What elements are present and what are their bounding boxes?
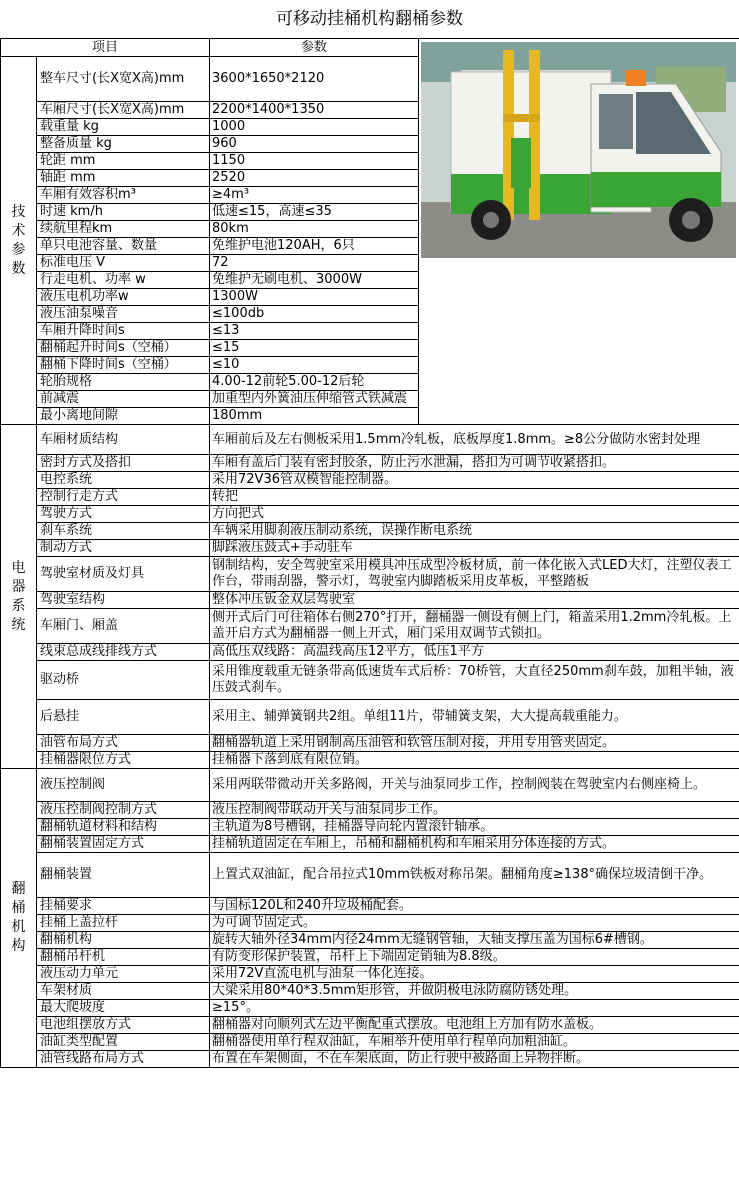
table-row xyxy=(1,506,739,523)
table-row xyxy=(1,540,739,557)
row-value: 加重型内外簧油压伸缩管式铁减震 xyxy=(210,391,419,408)
row-label: 控制行走方式 xyxy=(37,489,210,506)
row-label: 液压控制阀控制方式 xyxy=(37,802,210,819)
row-value: 采用72V直流电机与油泵一体化连接。 xyxy=(210,966,739,983)
table-row xyxy=(1,489,739,506)
row-label: 续航里程km xyxy=(37,221,210,238)
row-value: 脚踩液压鼓式+手动驻车 xyxy=(210,540,739,557)
table-header-row xyxy=(1,39,739,57)
row-label: 制动方式 xyxy=(37,540,210,557)
row-value: 转把 xyxy=(210,489,739,506)
row-value: 翻桶器轨道上采用钢制高压油管和软管压制对接，并用专用管夹固定。 xyxy=(210,735,739,752)
row-value: 方向把式 xyxy=(210,506,739,523)
row-value: 2520 xyxy=(210,170,419,187)
row-label: 液压动力单元 xyxy=(37,966,210,983)
row-label: 行走电机、功率 w xyxy=(37,272,210,289)
lift-rail-left xyxy=(503,50,514,220)
table-row xyxy=(1,644,739,661)
row-value: 1300W xyxy=(210,289,419,306)
row-label: 时速 km/h xyxy=(37,204,210,221)
row-label: 后悬挂 xyxy=(37,700,210,735)
row-value: 高低压双线路：高温线高压12平方，低压1平方 xyxy=(210,644,739,661)
row-label: 轴距 mm xyxy=(37,170,210,187)
table-row xyxy=(1,592,739,609)
row-label: 驱动桥 xyxy=(37,661,210,700)
row-value: 免维护电池120AH，6只 xyxy=(210,238,419,255)
row-value: 免维护无刷电机、3000W xyxy=(210,272,419,289)
row-label: 驾驶室结构 xyxy=(37,592,210,609)
table-row xyxy=(1,819,739,836)
table-row xyxy=(1,853,739,898)
row-value: 上置式双油缸，配合吊拉式10mm铁板对称吊架。翻桶角度≥138°确保垃圾清倒干净。 xyxy=(210,853,739,898)
row-label: 翻桶装置固定方式 xyxy=(37,836,210,853)
row-label: 最大爬坡度 xyxy=(37,1000,210,1017)
row-label: 标准电压 V xyxy=(37,255,210,272)
row-value: ≥15°。 xyxy=(210,1000,739,1017)
table-row xyxy=(1,523,739,540)
table-row xyxy=(1,915,739,932)
row-label: 轮距 mm xyxy=(37,153,210,170)
row-value: 采用主、辅弹簧钢共2组。单组11片，带辅簧支架，大大提高载重能力。 xyxy=(210,700,739,735)
row-label: 油管布局方式 xyxy=(37,735,210,752)
table-row xyxy=(1,1000,739,1017)
section-label-tech: 技 术 参 数 xyxy=(1,57,37,425)
row-label: 翻桶装置 xyxy=(37,853,210,898)
table-row xyxy=(1,769,739,802)
row-label: 车厢有效容积m³ xyxy=(37,187,210,204)
row-value: 主轨道为8号槽钢，挂桶器导向轮内置滚针轴承。 xyxy=(210,819,739,836)
table-row xyxy=(1,609,739,644)
row-label: 刹车系统 xyxy=(37,523,210,540)
spec-table xyxy=(0,38,739,1068)
row-value: 80km xyxy=(210,221,419,238)
row-value: 挂桶器下落到底有限位销。 xyxy=(210,752,739,769)
row-label: 油管线路布局方式 xyxy=(37,1051,210,1068)
row-label: 挂桶上盖拉杆 xyxy=(37,915,210,932)
table-row xyxy=(1,735,739,752)
table-row xyxy=(1,1017,739,1034)
row-value: 翻桶器对向顺列式左边平衡配重式摆放。电池组上方加有防水盖板。 xyxy=(210,1017,739,1034)
page-title: 可移动挂桶机构翻桶参数 xyxy=(276,9,463,29)
row-label: 挂桶要求 xyxy=(37,898,210,915)
table-row xyxy=(1,700,739,735)
row-value: 1000 xyxy=(210,119,419,136)
row-label: 整车尺寸(长X宽X高)mm xyxy=(37,57,210,102)
row-value: 180mm xyxy=(210,408,419,425)
row-value: 960 xyxy=(210,136,419,153)
row-value: 车厢前后及左右侧板采用1.5mm冷轧板，底板厚度1.8mm。≥8公分做防水密封处理 xyxy=(210,425,739,455)
row-value: 大梁采用80*40*3.5mm矩形管，并做阴极电泳防腐防锈处理。 xyxy=(210,983,739,1000)
row-label: 载重量 kg xyxy=(37,119,210,136)
table-row xyxy=(1,752,739,769)
row-label: 整备质量 kg xyxy=(37,136,210,153)
row-value: 2200*1400*1350 xyxy=(210,102,419,119)
row-label: 单只电池容量、数量 xyxy=(37,238,210,255)
row-value: 3600*1650*2120 xyxy=(210,57,419,102)
row-label: 线束总成线排线方式 xyxy=(37,644,210,661)
row-value: 挂桶轨道固定在车厢上，吊桶和翻桶机构和车厢采用分体连接的方式。 xyxy=(210,836,739,853)
row-label: 驾驶方式 xyxy=(37,506,210,523)
row-value: 侧开式后门可往箱体右侧270°打开，翻桶器一侧设有侧上门，箱盖采用1.2mm冷轧板。上盖开启方式为翻桶器一侧上开式，厢门采用双调节式锁扣。 xyxy=(210,609,739,644)
table-row xyxy=(1,1034,739,1051)
row-label: 翻桶吊杆机 xyxy=(37,949,210,966)
table-row xyxy=(1,557,739,592)
row-label: 车架材质 xyxy=(37,983,210,1000)
row-value: 为可调节固定式。 xyxy=(210,915,739,932)
row-label: 密封方式及搭扣 xyxy=(37,455,210,472)
header-item: 项目 xyxy=(1,39,210,57)
row-value: 液压控制阀带联动开关与油泵同步工作。 xyxy=(210,802,739,819)
row-label: 翻桶起升时间s（空桶） xyxy=(37,340,210,357)
row-value: 采用两联带微动开关多路阀，开关与油泵同步工作，控制阀装在驾驶室内右侧座椅上。 xyxy=(210,769,739,802)
row-value: ≤13 xyxy=(210,323,419,340)
table-row xyxy=(1,836,739,853)
row-label: 翻桶下降时间s（空桶） xyxy=(37,357,210,374)
section-label-elec: 电 器 系 统 xyxy=(1,425,37,769)
vehicle-photo-cell xyxy=(419,39,739,425)
row-value: 采用72V36管双模智能控制器。 xyxy=(210,472,739,489)
garbage-truck-photo xyxy=(421,42,736,258)
row-label: 车厢升降时间s xyxy=(37,323,210,340)
table-row xyxy=(1,932,739,949)
row-label: 液压控制阀 xyxy=(37,769,210,802)
row-label: 驾驶室材质及灯具 xyxy=(37,557,210,592)
row-value: ≤100db xyxy=(210,306,419,323)
row-label: 液压油泵噪音 xyxy=(37,306,210,323)
row-label: 液压电机功率w xyxy=(37,289,210,306)
table-row xyxy=(1,425,739,455)
row-label: 前减震 xyxy=(37,391,210,408)
row-label: 电控系统 xyxy=(37,472,210,489)
row-value: 与国标120L和240升垃圾桶配套。 xyxy=(210,898,739,915)
row-label: 挂桶器限位方式 xyxy=(37,752,210,769)
table-row xyxy=(1,802,739,819)
header-param: 参数 xyxy=(210,39,419,57)
row-label: 翻桶机构 xyxy=(37,932,210,949)
row-value: 翻桶器使用单行程双油缸，车厢举升使用单行程单向加粗油缸。 xyxy=(210,1034,739,1051)
row-label: 车厢尺寸(长X宽X高)mm xyxy=(37,102,210,119)
row-value: 钢制结构，安全驾驶室采用模具冲压成型冷板材质，前一体化嵌入式LED大灯，注塑仪表工作台，带雨刮器，警示灯，驾驶室内脚踏板采用皮革板，平整踏板 xyxy=(210,557,739,592)
table-row xyxy=(1,661,739,700)
row-value: ≤15 xyxy=(210,340,419,357)
table-row xyxy=(1,949,739,966)
section-label-flip: 翻 桶 机 构 xyxy=(1,769,37,1068)
row-value: 旋转大轴外径34mm内径24mm无缝钢管轴，大轴支撑压盖为国标6#槽钢。 xyxy=(210,932,739,949)
row-value: 车辆采用脚刹液压制动系统，误操作断电系统 xyxy=(210,523,739,540)
row-label: 最小离地间隙 xyxy=(37,408,210,425)
table-row xyxy=(1,1051,739,1068)
table-row xyxy=(1,898,739,915)
table-row xyxy=(1,455,739,472)
row-label: 油缸类型配置 xyxy=(37,1034,210,1051)
row-value: 车厢有盖后门装有密封胶条，防止污水泄漏，搭扣为可调节收紧搭扣。 xyxy=(210,455,739,472)
row-value: 1150 xyxy=(210,153,419,170)
row-value: ≥4m³ xyxy=(210,187,419,204)
row-value: 低速≤15，高速≤35 xyxy=(210,204,419,221)
row-label: 翻桶轨道材料和结构 xyxy=(37,819,210,836)
row-label: 车厢材质结构 xyxy=(37,425,210,455)
row-label: 车厢门、厢盖 xyxy=(37,609,210,644)
row-value: 整体冲压钣金双层驾驶室 xyxy=(210,592,739,609)
row-label: 电池组摆放方式 xyxy=(37,1017,210,1034)
table-row xyxy=(1,472,739,489)
row-label: 轮胎规格 xyxy=(37,374,210,391)
row-value: 有防变形保护装置，吊杆上下端固定销轴为8.8级。 xyxy=(210,949,739,966)
row-value: 布置在车架侧面，不在车架底面，防止行驶中被路面上异物拌断。 xyxy=(210,1051,739,1068)
row-value: 72 xyxy=(210,255,419,272)
table-row xyxy=(1,983,739,1000)
row-value: 采用锥度载重无链条带高低速货车式后桥：70桥管，大直径250mm刹车鼓，加粗半轴，液压鼓式刹车。 xyxy=(210,661,739,700)
lift-rail-right xyxy=(529,50,540,220)
table-row xyxy=(1,966,739,983)
row-value: 4.00-12前轮5.00-12后轮 xyxy=(210,374,419,391)
row-value: ≤10 xyxy=(210,357,419,374)
